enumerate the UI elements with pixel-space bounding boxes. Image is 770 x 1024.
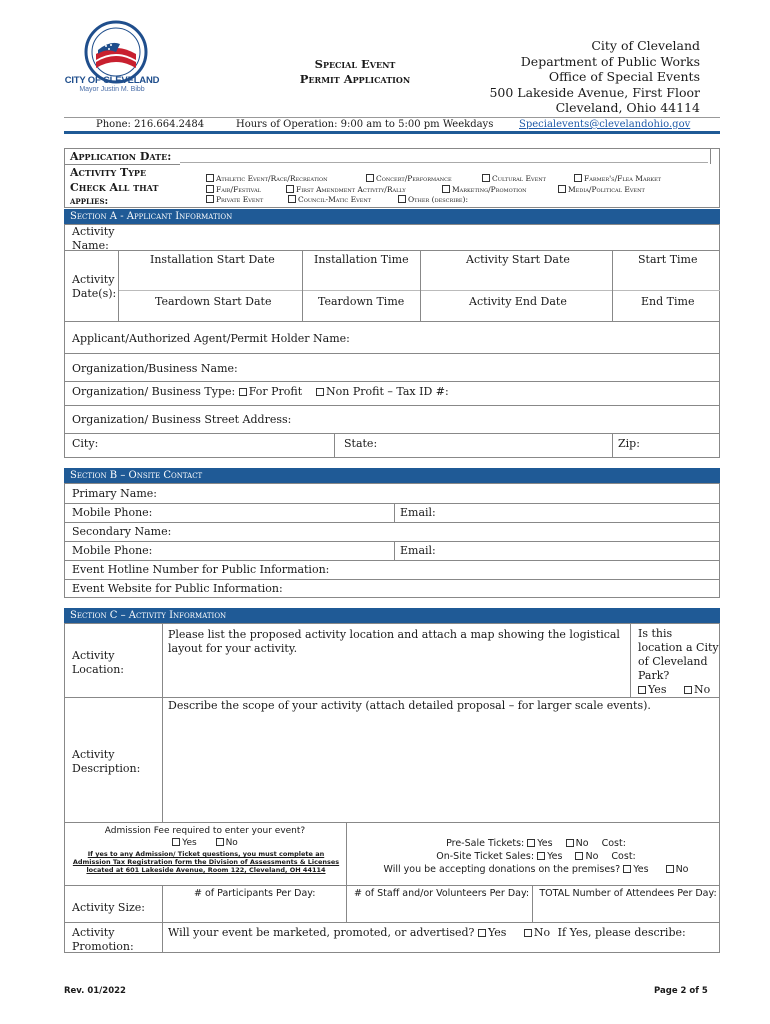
attendees-label: TOTAL Number of Attendees Per Day: (539, 888, 717, 899)
form-title: Special Event Permit Application (299, 57, 411, 86)
checkbox[interactable] (398, 195, 406, 203)
presale-yes-checkbox[interactable] (527, 839, 535, 847)
admission-no-checkbox[interactable] (216, 838, 224, 846)
activity-name-field[interactable] (120, 237, 716, 249)
office-address: City of Cleveland Department of Public Works Office of Special Events 500 Lakeside Avenue, First Floor Cleveland, Ohio 44114 (489, 38, 700, 115)
teardown-start-date: Teardown Start Date (155, 295, 272, 308)
promo-yes-checkbox[interactable] (478, 929, 486, 937)
logo-mayor: Mayor Justin M. Bibb (79, 86, 145, 93)
onsite-yes-checkbox[interactable] (537, 852, 545, 860)
donations-yes-checkbox[interactable] (623, 865, 631, 873)
admission-tax-note: If yes to any Admission/ Ticket questions, you must complete an Admission Tax Registration form the Division of Assessments & Licenses located at 601 Lakeside Avenue, Room 122, Cleveland, OH 44114 (72, 850, 340, 874)
type-first-amendment[interactable]: First Amendment Activity/Rally (286, 183, 406, 197)
admission-fee-question: Admission Fee required to enter your event? Yes No (104, 826, 306, 848)
activity-size-label: Activity Size: (72, 901, 145, 914)
activity-end-date: Activity End Date (469, 295, 567, 308)
presale-no-checkbox[interactable] (566, 839, 574, 847)
checkbox[interactable] (366, 174, 374, 182)
page-number: Page 2 of 5 (654, 986, 708, 996)
activity-name-label: Activity Name: (72, 225, 115, 252)
activity-start-date: Activity Start Date (466, 253, 570, 266)
onsite-no-checkbox[interactable] (575, 852, 583, 860)
promo-no-checkbox[interactable] (524, 929, 532, 937)
email-label: Email: (400, 506, 436, 519)
mobile-phone-label-2: Mobile Phone: (72, 544, 153, 557)
donations-no-checkbox[interactable] (666, 865, 674, 873)
checkbox[interactable] (574, 174, 582, 182)
type-council-matic[interactable]: Council-Matic Event (288, 193, 371, 207)
section-c-header: Section C – Activity Information (64, 608, 720, 623)
description-prompt: Describe the scope of your activity (attach detailed proposal – for larger scale events). (168, 699, 651, 712)
type-private[interactable]: Private Event (206, 193, 263, 207)
contact-info-bar (64, 117, 720, 134)
promotion-question: Will your event be marketed, promoted, or advertised? Yes No If Yes, please describe: (168, 926, 686, 939)
email-link[interactable]: Specialevents@clevelandohio.gov (519, 119, 691, 130)
checkbox[interactable] (482, 174, 490, 182)
type-media[interactable]: Media/Political Event (558, 183, 645, 197)
city-label: City: (72, 437, 99, 450)
for-profit-checkbox[interactable] (239, 388, 247, 396)
mobile-phone-label: Mobile Phone: (72, 506, 153, 519)
non-profit-option[interactable]: Non Profit – Tax ID #: (316, 385, 449, 399)
location-prompt: Please list the proposed activity location and attach a map showing the logistical layout for your activity. (168, 628, 620, 655)
check-all-label: Check All that (70, 181, 159, 194)
checkbox[interactable] (206, 185, 214, 193)
primary-name-label: Primary Name: (72, 487, 157, 500)
hotline-label: Event Hotline Number for Public Information: (72, 563, 330, 576)
type-marketing[interactable]: Marketing/Promotion (442, 183, 527, 197)
email-label-2: Email: (400, 544, 436, 557)
revision-date: Rev. 01/2022 (64, 986, 126, 996)
street-address-label: Organization/ Business Street Address: (72, 413, 292, 426)
non-profit-checkbox[interactable] (316, 388, 324, 396)
checkbox[interactable] (206, 174, 214, 182)
website-label: Event Website for Public Information: (72, 582, 283, 595)
activity-location-label: Activity Location: (72, 649, 124, 676)
activity-dates-label: Activity Date(s): (72, 273, 117, 300)
office-hours: Hours of Operation: 9:00 am to 5:00 pm Weekdays (236, 119, 494, 130)
type-athletic[interactable]: Athletic Event/Race/Recreation (206, 172, 328, 186)
teardown-time: Teardown Time (318, 295, 405, 308)
section-b-header: Section B – Onsite Contact (64, 468, 720, 483)
activity-promotion-label: Activity Promotion: (72, 926, 134, 953)
type-cultural[interactable]: Cultural Event (482, 172, 546, 186)
checkbox[interactable] (206, 195, 214, 203)
type-other[interactable]: Other (describe): (398, 193, 468, 207)
org-type-label: Organization/ Business Type: For Profit (72, 385, 303, 398)
org-name-label: Organization/Business Name: (72, 362, 238, 375)
admission-yes-checkbox[interactable] (172, 838, 180, 846)
ticket-sales-block: Pre-Sale Tickets: Yes No Cost: On-Site Ticket Sales: Yes No Cost: Will you be accepting donations on the premises? Yes No (383, 838, 689, 875)
checkbox[interactable] (558, 185, 566, 193)
installation-start-date: Installation Start Date (150, 253, 275, 266)
application-date-label: Application Date: (70, 150, 172, 163)
checkbox[interactable] (442, 185, 450, 193)
park-question: Is this location a City of Cleveland Park? Yes No (638, 627, 719, 696)
checkbox[interactable] (288, 195, 296, 203)
type-fair[interactable]: Fair/Festival (206, 183, 261, 197)
end-time: End Time (641, 295, 695, 308)
checkbox[interactable] (286, 185, 294, 193)
participants-label: # of Participants Per Day: (194, 888, 316, 899)
zip-label: Zip: (618, 437, 640, 450)
start-time: Start Time (638, 253, 698, 266)
type-farmers[interactable]: Farmer's/Flea Market (574, 172, 661, 186)
application-date-field[interactable] (180, 149, 708, 163)
activity-description-label: Activity Description: (72, 748, 141, 775)
phone-number: Phone: 216.664.2484 (96, 119, 205, 130)
logo-city-name: CITY OF CLEVELAND (64, 75, 160, 86)
applies-label: applies: (70, 196, 109, 207)
state-label: State: (344, 437, 378, 450)
type-concert[interactable]: Concert/Performance (366, 172, 452, 186)
park-yes-checkbox[interactable] (638, 686, 646, 694)
applicant-name-label: Applicant/Authorized Agent/Permit Holder Name: (72, 332, 350, 345)
park-no-checkbox[interactable] (684, 686, 692, 694)
activity-type-label: Activity Type (70, 166, 147, 179)
description-field[interactable] (166, 716, 716, 818)
secondary-name-label: Secondary Name: (72, 525, 172, 538)
installation-time: Installation Time (314, 253, 409, 266)
staff-label: # of Staff and/or Volunteers Per Day: (354, 888, 530, 899)
section-a-header: Section A - Applicant Information (64, 209, 720, 224)
